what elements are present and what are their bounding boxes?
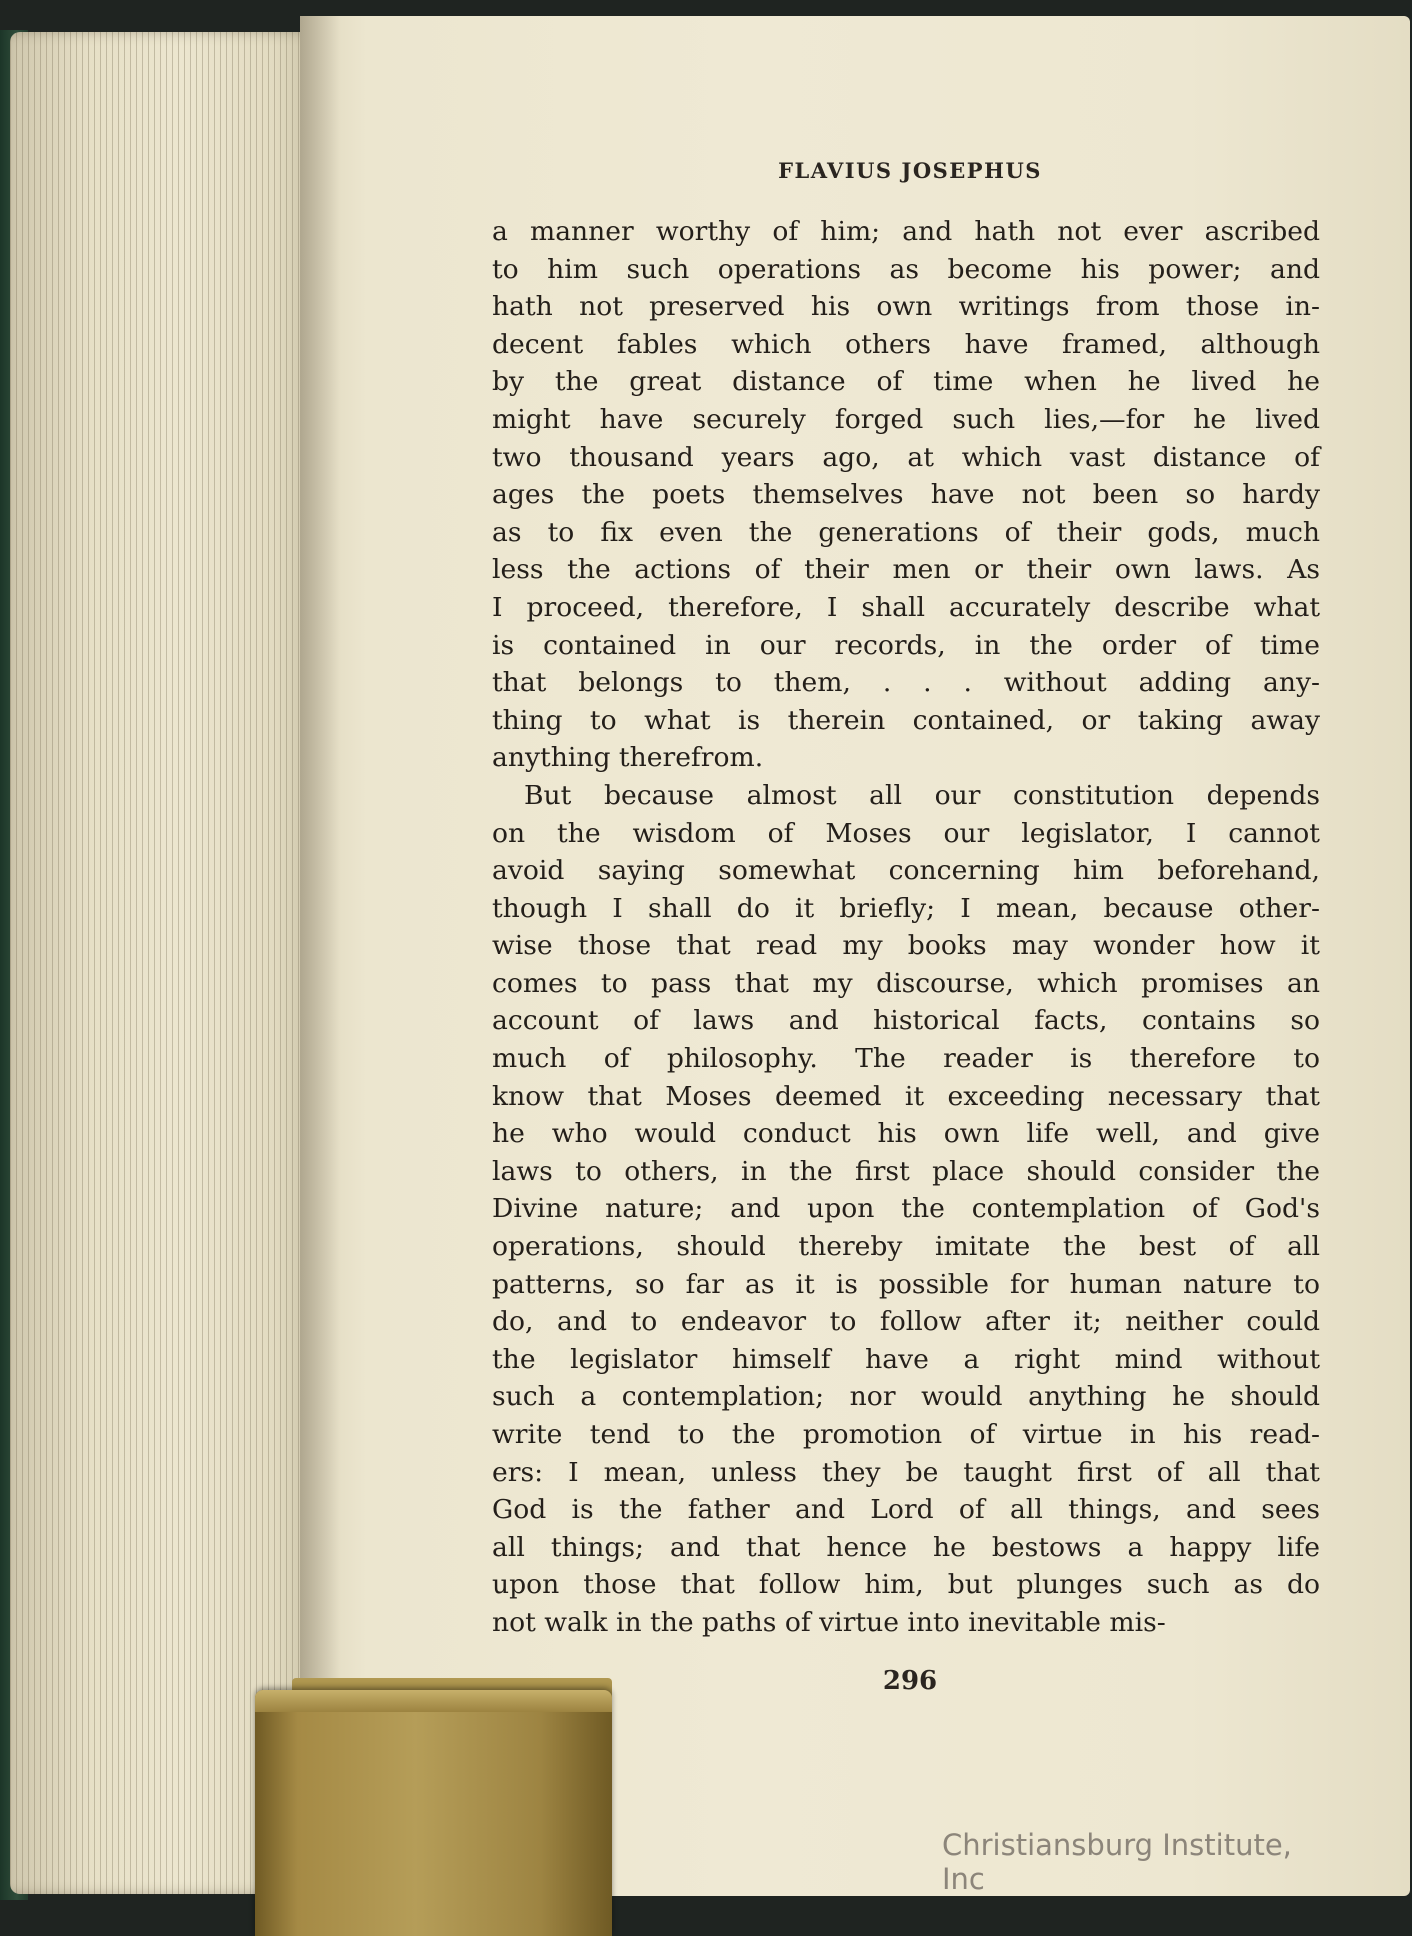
text-line: comes to pass that my discourse, which promises an bbox=[492, 967, 1320, 999]
text-line: ages the poets themselves have not been so hardy bbox=[492, 479, 1320, 511]
running-head: FLAVIUS JOSEPHUS bbox=[778, 158, 1042, 183]
text-line: laws to others, in the first place should consider the bbox=[492, 1155, 1320, 1187]
text-line: anything therefrom. bbox=[492, 742, 764, 774]
text-line: know that Moses deemed it exceeding necessary that bbox=[492, 1080, 1320, 1112]
gutter-shadow bbox=[300, 16, 340, 1896]
text-line: two thousand years ago, at which vast distance of bbox=[492, 441, 1320, 473]
text-line: avoid saying somewhat concerning him beforehand, bbox=[492, 855, 1320, 887]
text-line: such a contemplation; nor would anything he should bbox=[492, 1381, 1320, 1413]
text-line: ers: I mean, unless they be taught first of all that bbox=[492, 1456, 1320, 1488]
text-line: that belongs to them, . . . without adding any- bbox=[492, 667, 1320, 699]
page-number: 296 bbox=[882, 1666, 938, 1696]
text-line: much of philosophy. The reader is therefore to bbox=[492, 1043, 1320, 1075]
text-line: less the actions of their men or their own laws. As bbox=[492, 554, 1320, 586]
text-line: God is the father and Lord of all things, and sees bbox=[492, 1494, 1320, 1526]
text-line: patterns, so far as it is possible for human nature to bbox=[492, 1268, 1320, 1300]
text-line: the legislator himself have a right mind without bbox=[492, 1343, 1320, 1375]
text-line: a manner worthy of him; and hath not ever ascribed bbox=[492, 216, 1320, 247]
text-line: write tend to the promotion of virtue in his read- bbox=[492, 1419, 1320, 1450]
page-edges bbox=[10, 32, 320, 1894]
text-line: account of laws and historical facts, contains so bbox=[492, 1005, 1320, 1037]
text-line: though I shall do it briefly; I mean, because other- bbox=[492, 892, 1320, 924]
text-line: might have securely forged such lies,—for he lived bbox=[492, 403, 1320, 435]
text-line: by the great distance of time when he lived he bbox=[492, 366, 1320, 398]
text-line: on the wisdom of Moses our legislator, I cannot bbox=[492, 817, 1320, 849]
watermark: Christiansburg Institute, Inc bbox=[942, 1828, 1292, 1896]
text-line: decent fables which others have framed, although bbox=[492, 328, 1320, 360]
text-line: But because almost all our constitution depends bbox=[524, 779, 1320, 811]
text-line: operations, should thereby imitate the best of all bbox=[492, 1231, 1320, 1263]
text-line: as to fix even the generations of their gods, much bbox=[492, 516, 1320, 548]
text-line: all things; and that hence he bestows a happy life bbox=[492, 1531, 1320, 1563]
text-line: to him such operations as become his power; and bbox=[492, 253, 1320, 285]
text-line: wise those that read my books may wonder how it bbox=[492, 930, 1320, 962]
text-line: he who would conduct his own life well, and give bbox=[492, 1118, 1320, 1150]
text-line: thing to what is therein contained, or taking away bbox=[492, 704, 1320, 736]
text-line: is contained in our records, in the order of time bbox=[492, 629, 1320, 661]
text-line: I proceed, therefore, I shall accurately describe what bbox=[492, 591, 1320, 623]
brass-weight bbox=[255, 1690, 612, 1936]
brass-weight-top bbox=[255, 1690, 612, 1712]
page-body bbox=[492, 213, 1320, 1642]
paragraph-1 bbox=[492, 213, 1320, 777]
text-line: upon those that follow him, but plunges such as do bbox=[492, 1569, 1320, 1601]
text-line: do, and to endeavor to follow after it; neither could bbox=[492, 1306, 1320, 1338]
text-line: Divine nature; and upon the contemplation of God's bbox=[492, 1193, 1320, 1225]
paragraph-2 bbox=[492, 777, 1320, 1642]
text-line: hath not preserved his own writings from those in- bbox=[492, 291, 1320, 323]
text-line: not walk in the paths of virtue into inevitable mis- bbox=[492, 1606, 1166, 1638]
